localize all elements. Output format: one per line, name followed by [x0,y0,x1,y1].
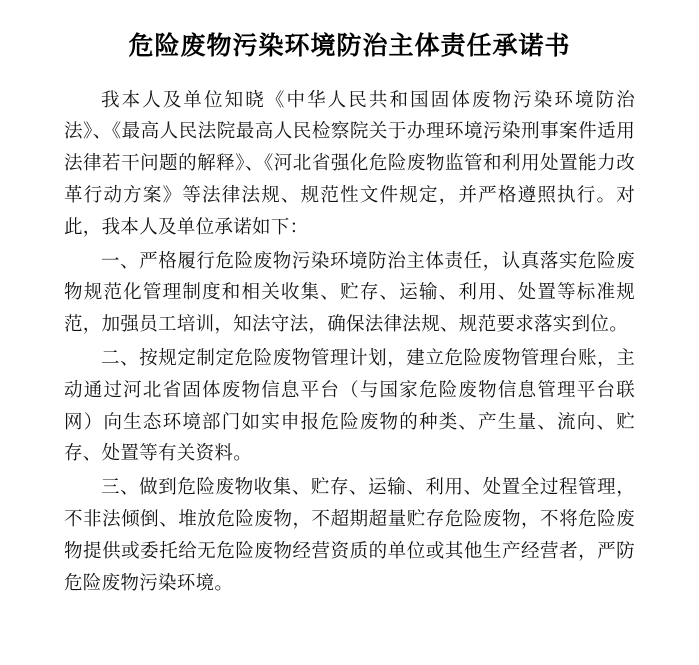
paragraph-preamble: 我本人及单位知晓《中华人民共和国固体废物污染环境防治法》、《最高人民法院最高人民检察院关于办理环境污染刑事案件适用法律若干问题的解释》、《河北省强化危险废物监管和利用处置能力改革行动方案》等法律法规、规范性文件规定，并严格遵照执行。对此，我本人及单位承诺如下： [64,89,635,238]
paragraph-item-2: 二、按规定制定危险废物管理计划，建立危险废物管理台账，主动通过河北省固体废物信息平台（与国家危险废物信息管理平台联网）向生态环境部门如实申报危险废物的种类、产生量、流向、贮存、处置等有关资料。 [64,348,635,465]
paragraph-item-3: 三、做到危险废物收集、贮存、运输、利用、处置全过程管理，不非法倾倒、堆放危险废物，不超期超量贮存危险废物，不将危险废物提供或委托给无危险废物经营资质的单位或其他生产经营者，严防危险废物污染环境。 [64,477,635,594]
page-title: 危险废物污染环境防治主体责任承诺书 [128,31,571,60]
paragraph-item-1: 一、严格履行危险废物污染环境防治主体责任，认真落实危险废物规范化管理制度和相关收集、贮存、运输、利用、处置等标准规范，加强员工培训，知法守法，确保法律法规、规范要求落实到位。 [64,250,635,336]
